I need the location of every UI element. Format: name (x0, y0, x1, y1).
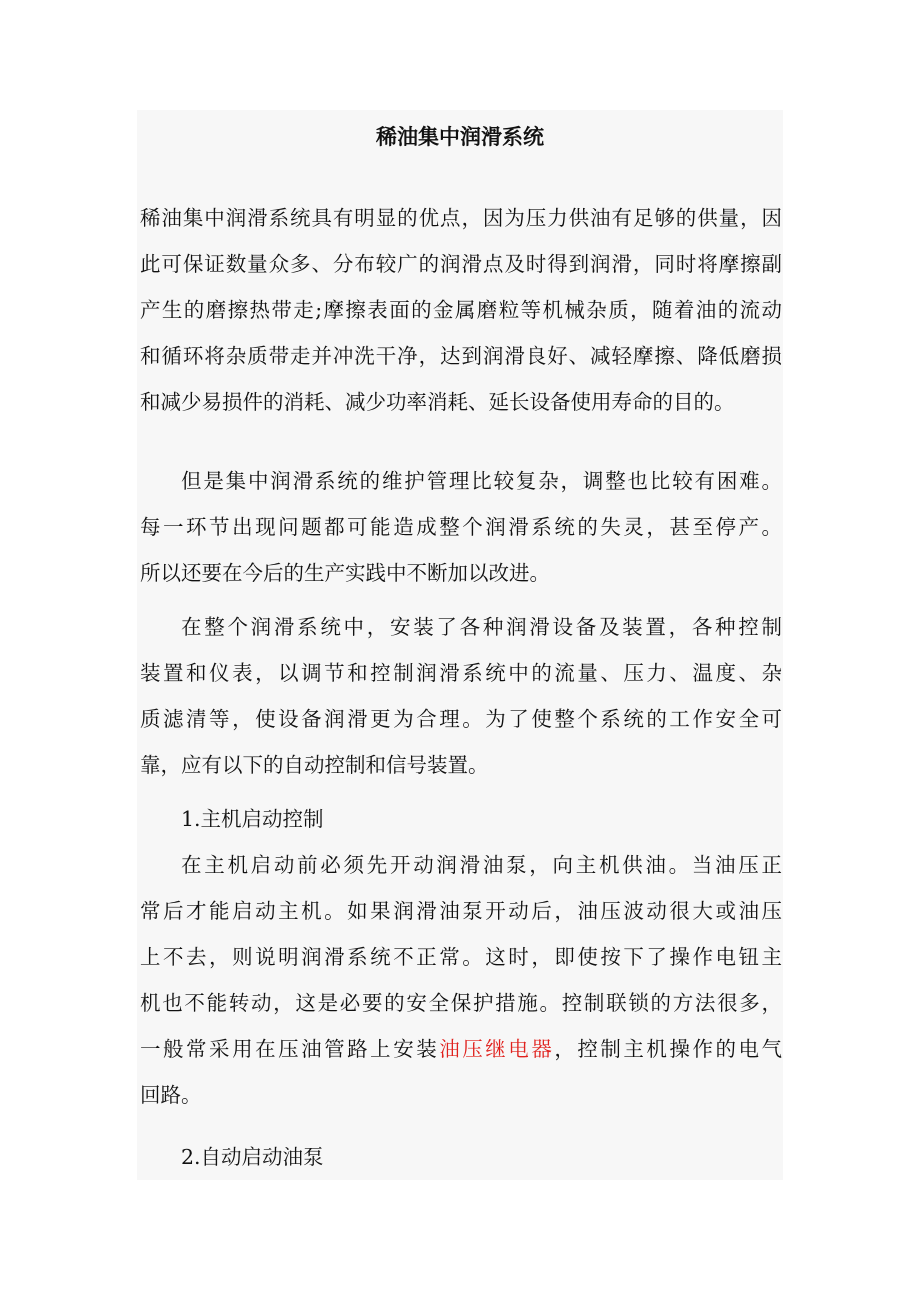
text-line: 装置和仪表，以调节和控制润滑系统中的流量、压力、温度、杂 (140, 661, 782, 685)
text-line: 但是集中润滑系统的维护管理比较复杂，调整也比较有困难。 (181, 469, 782, 493)
text-line-with-link (140, 1026, 782, 1072)
text-line: 此可保证数量众多、分布较广的润滑点及时得到润滑，同时将摩擦副 (140, 252, 782, 276)
text-segment: ，控制主机操作的电气 (554, 1037, 783, 1061)
paragraph-maintenance (140, 458, 782, 596)
text-segment: 一般常采用在压油管路上安装 (140, 1037, 440, 1061)
text-line: 和循环将杂质带走并冲洗干净，达到润滑良好、减轻摩擦、降低磨损 (140, 344, 782, 368)
document-title: 稀油集中润滑系统 (376, 125, 544, 149)
text-line: 稀油集中润滑系统具有明显的优点，因为压力供油有足够的供量，因 (140, 206, 782, 230)
text-line: 在主机启动前必须先开动润滑油泵，向主机供油。当油压正 (181, 853, 782, 877)
text-line: 每一环节出现问题都可能造成整个润滑系统的失灵，甚至停产。 (140, 515, 782, 539)
paragraph-start-control (140, 842, 782, 1118)
text-line: 回路。 (140, 1083, 202, 1107)
text-line: 产生的磨擦热带走;摩擦表面的金属磨粒等机械杂质，随着油的流动 (140, 298, 782, 322)
text-line: 质滤清等，使设备润滑更为合理。为了使整个系统的工作安全可 (140, 707, 782, 731)
oil-pressure-relay-link[interactable]: 油压继电器 (439, 1037, 555, 1061)
text-line: 在整个润滑系统中，安装了各种润滑设备及装置，各种控制 (181, 615, 782, 639)
section-heading-auto-start-pump (140, 1134, 782, 1180)
paragraph-devices (140, 604, 782, 788)
text-line: 上不去，则说明润滑系统不正常。这时，即使按下了操作电钮主 (140, 945, 782, 969)
text-line: 靠，应有以下的自动控制和信号装置。 (140, 753, 489, 777)
text-line: 和减少易损件的消耗、减少功率消耗、延长设备使用寿命的目的。 (140, 390, 735, 414)
text-line: 所以还要在今后的生产实践中不断加以改进。 (140, 561, 550, 585)
text-line: 常后才能启动主机。如果润滑油泵开动后，油压波动很大或油压 (140, 899, 782, 923)
paragraph-advantages (140, 195, 782, 425)
section-heading-main-start-control (140, 796, 782, 842)
heading-text: 2.自动启动油泵 (181, 1145, 324, 1169)
heading-text: 1.主机启动控制 (181, 807, 324, 831)
text-line: 机也不能转动，这是必要的安全保护措施。控制联锁的方法很多， (140, 991, 782, 1015)
